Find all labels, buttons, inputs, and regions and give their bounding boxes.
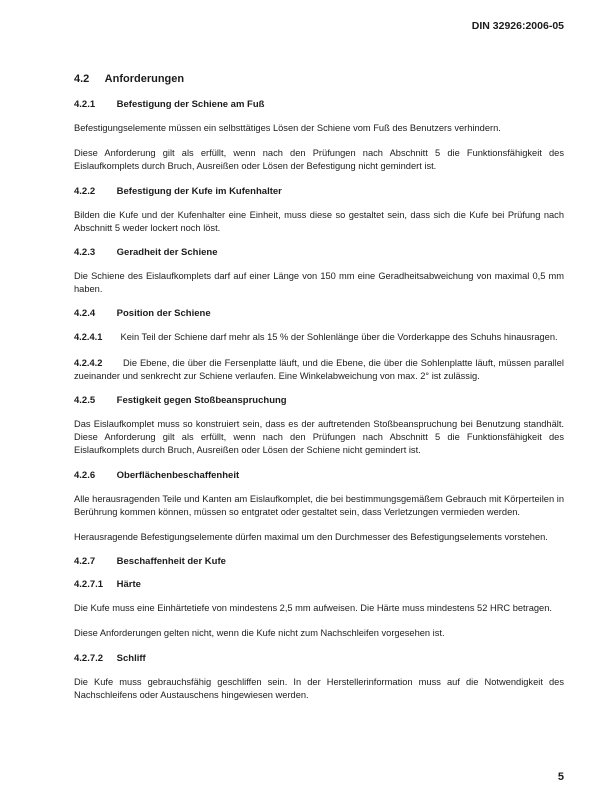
subsection-title: Befestigung der Schiene am Fuß	[116, 99, 265, 110]
item-text: Kein Teil der Schiene darf mehr als 15 % der Sohlenlänge über die Vorderkappe des Schuhs hinausragen.	[120, 332, 558, 343]
item-number: 4.2.4.1	[74, 332, 103, 343]
subsection-heading	[74, 186, 564, 197]
page-number: 5	[557, 771, 564, 783]
subsection-number: 4.2.3	[74, 247, 96, 259]
subsection-heading	[74, 556, 564, 567]
subsubsection-heading	[74, 653, 564, 664]
paragraph: Die Schiene des Eislaufkomplets darf auf einer Länge von 150 mm eine Geradheitsabweichung von maximal 0,5 mm haben.	[74, 271, 564, 295]
subsection-title: Befestigung der Kufe im Kufenhalter	[116, 185, 282, 197]
section-heading	[74, 73, 564, 85]
paragraph: Das Eislaufkomplet muss so konstruiert sein, dass es der auftretenden Stoßbeanspruchung bei Benutzung standhält. Diese Anforderung gilt als erfüllt, wenn nach den Prüfungen nach Abschnitt 5 die Funktionsfähigkeit des Eislaufkomplets durch Bruch, Ausreißen oder Lösen der Schiene nicht gemindert ist.	[74, 419, 564, 456]
paragraph: Bilden die Kufe und der Kufenhalter eine Einheit, muss diese so gestaltet sein, dass sich die Kufe bei Prüfung nach Abschnitt 5 weder lockert noch löst.	[74, 209, 564, 233]
subsection-title: Geradheit der Schiene	[116, 247, 218, 259]
document-header: DIN 32926:2006-05	[471, 20, 564, 32]
subsection-title: Position der Schiene	[116, 308, 211, 320]
subsection-number: 4.2.6	[74, 469, 96, 481]
subsubsection-number: 4.2.7.2	[74, 652, 104, 664]
subsection-number: 4.2.4	[74, 308, 96, 320]
item-text: Die Ebene, die über die Fersenplatte läuft, und die Ebene, die über die Sohlenplatte läuft, müssen parallel zueinander und senkrecht zur Schiene verlaufen. Eine Winkelabweichung von max. 2° ist zulässig.	[74, 357, 564, 381]
subsubsection-title: Härte	[116, 579, 141, 591]
subsection-heading	[74, 247, 564, 258]
section-title: Anforderungen	[104, 73, 185, 85]
subsection-number: 4.2.2	[74, 185, 96, 197]
paragraph: Diese Anforderung gilt als erfüllt, wenn nach den Prüfungen nach Abschnitt 5 die Funktionsfähigkeit des Eislaufkomplets durch Bruch, Ausreißen oder Lösen der Befestigung nicht gemindert ist.	[74, 148, 564, 172]
numbered-paragraph	[74, 331, 564, 344]
subsubsection-number: 4.2.7.1	[74, 579, 104, 591]
paragraph: Herausragende Befestigungselemente dürfen maximal um den Durchmesser des Befestigungselements vorstehen.	[74, 532, 548, 543]
paragraph: Die Kufe muss gebrauchsfähig geschliffen sein. In der Herstellerinformation muss auf die Notwendigkeit des Nachschleifens oder Austauschens hingewiesen werden.	[74, 676, 564, 700]
paragraph: Die Kufe muss eine Einhärtetiefe von mindestens 2,5 mm aufweisen. Die Härte muss mindestens 52 HRC betragen.	[74, 603, 552, 614]
item-number: 4.2.4.2	[74, 357, 103, 368]
paragraph: Alle herausragenden Teile und Kanten am Eislaufkomplet, die bei bestimmungsgemäßem Gebrauch mit Körperteilen in Berührung kommen können, müssen so entgratet oder gestaltet sein, dass Verletzungen vermieden werden.	[74, 493, 564, 517]
numbered-paragraph	[74, 357, 564, 383]
subsection-heading	[74, 308, 564, 319]
section-number: 4.2	[74, 73, 90, 85]
subsubsection-title: Schliff	[116, 652, 146, 664]
subsection-number: 4.2.5	[74, 395, 96, 407]
paragraph: Befestigungselemente müssen ein selbsttätiges Lösen der Schiene vom Fuß des Benutzers verhindern.	[74, 123, 501, 133]
subsubsection-heading	[74, 579, 564, 590]
subsection-heading	[74, 470, 564, 481]
subsection-number: 4.2.1	[74, 99, 96, 110]
subsection-title: Festigkeit gegen Stoßbeanspruchung	[116, 395, 287, 407]
subsection-heading	[74, 395, 564, 406]
subsection-title: Beschaffenheit der Kufe	[116, 556, 226, 568]
subsection-title: Oberflächenbeschaffenheit	[116, 469, 240, 481]
subsection-heading	[74, 99, 564, 110]
paragraph: Diese Anforderungen gelten nicht, wenn die Kufe nicht zum Nachschleifen vorgesehen ist.	[74, 628, 445, 639]
subsection-number: 4.2.7	[74, 556, 96, 568]
document-body	[74, 73, 564, 714]
